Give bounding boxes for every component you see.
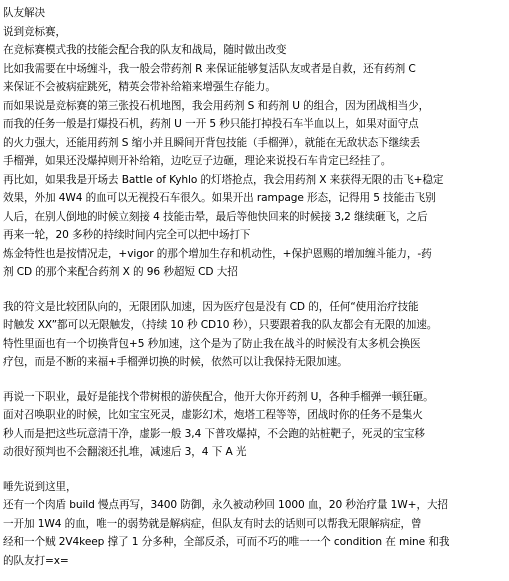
- paragraph-spacer: [3, 372, 506, 388]
- text-line: 我的符文是比较团队向的，无限团队加速，因为医疗包是没有 CD 的，任何“使用治疗技能: [3, 300, 419, 313]
- text-line: 一开加 1W4 的血，唯一的弱势就是解病症，但队友有时去的话则可以帮我无限解病症，曾: [3, 517, 422, 530]
- text-line: 队友解决: [3, 7, 45, 19]
- text-line: 剂 CD 的那个来配合药剂 X 的 96 秒超短 CD 大招: [3, 266, 238, 278]
- text-line: 特性里面也有一个切换背包+5 秒加速，这个是为了防止我在战斗的时候没有太多机会换医: [3, 337, 421, 350]
- text-line: 说到竞标赛，: [3, 25, 66, 38]
- text-line: 手榴弹，如果还没爆掉则开补给箱，边吃豆子边砸，理论来说投石车肯定已经挂了。: [3, 155, 392, 167]
- text-line: 在竞标赛模式我的技能会配合我的队友和战局，随时做出改变: [3, 44, 287, 56]
- text-line: 来保证不会被病症跳死，精英会带补给箱来增强生存能力。: [3, 81, 276, 93]
- text-line: 经和一个贼 2V4keep 撑了 1 分多种，全部反杀，可而不巧的唯一一个 condition 在 mine 和我: [3, 536, 450, 548]
- text-line: 的队友打=x=: [3, 554, 69, 567]
- paragraph-spacer: [3, 462, 506, 478]
- text-line: 比如我需要在中场缠斗，我一般会带药剂 R 来保证能够复活队友或者是自救，还有药剂 C: [3, 62, 416, 75]
- paragraph-spacer: [3, 282, 506, 298]
- text-line: 时触发 XX”都可以无限触发，（持续 10 秒 CD10 秒），只要跟着我的队友都会有无限的加速。: [3, 319, 438, 331]
- paragraph: [3, 298, 506, 372]
- text-line: 的火力强大，还能用药剂 S 缩小并且瞬间开背包技能（手榴弹），就能在无敌状态下继续丢: [3, 136, 421, 149]
- text-line: 而我的任务一般是打爆投石机，药剂 U 一开 5 秒只能打掉投石车半血以上，如果对面守点: [3, 118, 419, 130]
- text-line: 再比如，如果我是开场去 Battle of Kyhlo 的灯塔抢点，我会用药剂 X 来获得无限的击飞+稳定: [3, 173, 444, 186]
- text-line: 炼金特性也是按情况走，+vigor 的那个增加生存和机动性，+保护恩赐的增加缠斗能力，-药: [3, 247, 432, 260]
- text-line: 动很好预判也不会翻滚还扎堆，减速后 3，4 下 A 光: [3, 446, 247, 458]
- document-body: [3, 4, 506, 570]
- paragraph: [3, 4, 506, 282]
- text-line: 唾先说到这里，: [3, 480, 77, 493]
- text-line: 还有一个肉盾 build 慢点再写，3400 防御，永久被动秒回 1000 血，20 秒治疗量 1W+，大招: [3, 499, 448, 511]
- text-line: 人后，在别人倒地的时候立刻接 4 技能击晕，最后等他快回来的时候接 3,2 继续砸飞，之后: [3, 210, 428, 223]
- paragraph: [3, 388, 506, 462]
- paragraph: [3, 478, 506, 571]
- text-line: 疗包，而是不断的来福+手榴弹切换的时候，依然可以让我保持无限加速。: [3, 356, 348, 368]
- text-line: 秒人而是把这些玩意清干净，虚影一般 3,4 下普攻爆掉，不会跑的站桩靶子，死灵的宝宝移: [3, 427, 425, 440]
- text-line: 面对召唤职业的时候，比如宝宝死灵，虚影幻术，炮塔工程等等，团战时你的任务不是集火: [3, 409, 423, 421]
- text-line: 再说一下职业，最好是能找个带树根的游侠配合，他开大你开药剂 U，各种手榴弹一顿狂砸。: [3, 390, 434, 403]
- text-line: 而如果说是竞标赛的第三张投石机地图，我会用药剂 S 和药剂 U 的组合，因为团战相当少，: [3, 99, 430, 112]
- text-line: 再来一轮，20 多秒的持续时间内完全可以把中场打下: [3, 229, 251, 241]
- text-line: 效果，外加 4W4 的血可以无视投石车很久。如果开出 rampage 形态，记得用 5 技能击飞别: [3, 192, 436, 204]
